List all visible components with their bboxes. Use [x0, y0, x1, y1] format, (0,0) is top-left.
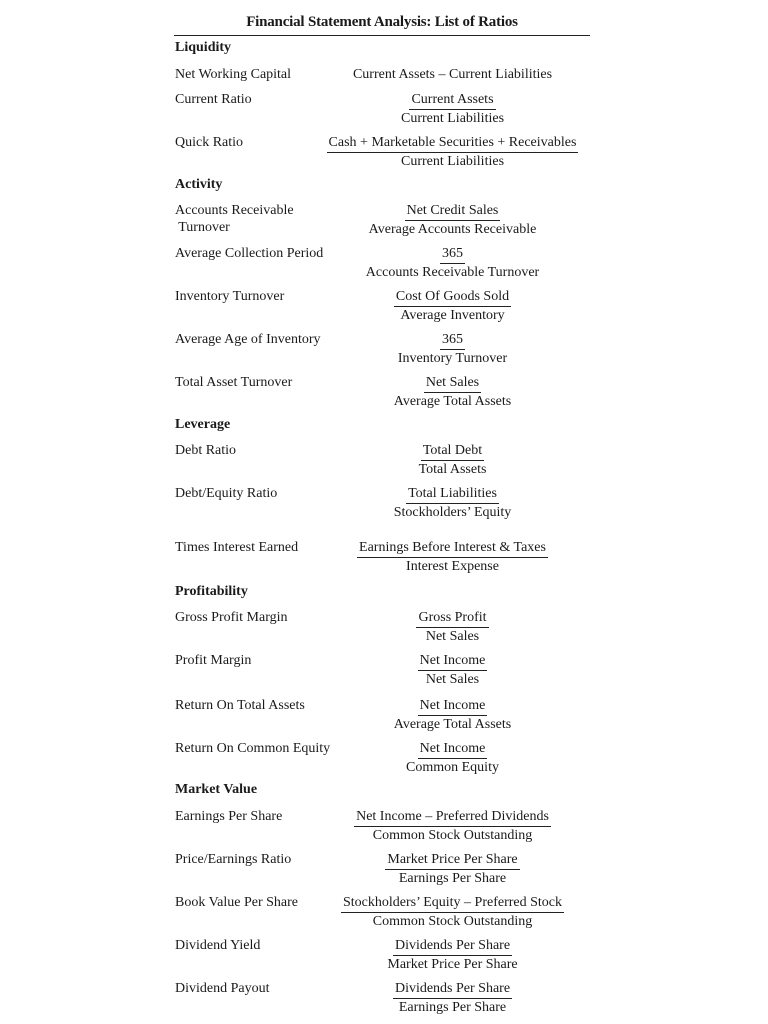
formula-numerator: Net Income [418, 697, 488, 716]
section-heading: Activity [175, 177, 223, 192]
formula-denominator: Current Liabilities [400, 111, 505, 126]
formula-denominator: Common Stock Outstanding [372, 828, 533, 843]
formula-denominator: Average Accounts Receivable [368, 222, 537, 237]
page-title: Financial Statement Analysis: List of Ratios [246, 14, 518, 30]
ratio-formula [300, 740, 605, 776]
formula-denominator: Average Total Assets [393, 717, 512, 732]
ratio-formula [300, 202, 605, 238]
ratio-name: Current Ratio [175, 92, 252, 107]
formula-denominator: Inventory Turnover [397, 351, 508, 366]
ratio-formula [300, 288, 605, 324]
formula-numerator: Net Credit Sales [405, 202, 501, 221]
formula-denominator: Total Assets [418, 462, 487, 477]
formula-denominator: Average Total Assets [393, 394, 512, 409]
ratio-formula [300, 808, 605, 844]
formula-numerator: Total Debt [421, 442, 484, 461]
formula-numerator: Earnings Before Interest & Taxes [357, 539, 548, 558]
formula-numerator: 365 [440, 331, 465, 350]
ratio-formula [300, 91, 605, 127]
ratio-name: Return On Common Equity [175, 741, 331, 756]
formula-denominator: Current Liabilities [400, 154, 505, 169]
ratio-formula [300, 851, 605, 887]
ratio-formula [300, 485, 605, 521]
formula-numerator: Cost Of Goods Sold [394, 288, 511, 307]
formula-numerator: Gross Profit [416, 609, 488, 628]
ratio-name: Quick Ratio [175, 135, 244, 150]
formula-denominator: Stockholders’ Equity [393, 505, 512, 520]
ratio-formula [300, 539, 605, 575]
formula-numerator: Stockholders’ Equity – Preferred Stock [341, 894, 564, 913]
formula-denominator: Net Sales [425, 672, 480, 687]
ratio-name: Return On Total Assets [175, 698, 305, 713]
formula-numerator: Dividends Per Share [393, 980, 512, 999]
formula-denominator: Market Price Per Share [387, 957, 518, 972]
ratio-name: Book Value Per Share [175, 895, 298, 910]
formula-denominator: Earnings Per Share [398, 871, 507, 886]
section-heading: Profitability [175, 584, 248, 599]
formula-denominator: Accounts Receivable Turnover [365, 265, 540, 280]
formula-denominator: Earnings Per Share [398, 1000, 507, 1015]
ratio-formula [300, 894, 605, 930]
ratio-name: Dividend Yield [175, 938, 261, 953]
section-heading: Liquidity [175, 40, 232, 55]
ratio-name: Debt Ratio [175, 443, 237, 458]
title-rule [174, 35, 590, 36]
formula-numerator: Cash + Marketable Securities + Receivables [327, 134, 579, 153]
formula-numerator: Net Sales [424, 374, 481, 393]
ratio-formula [300, 442, 605, 478]
ratio-formula [300, 66, 605, 83]
ratio-name: Price/Earnings Ratio [175, 852, 292, 867]
ratio-name: Average Age of Inventory [175, 332, 321, 347]
ratio-name: Accounts Receivable Turnover [175, 203, 294, 235]
ratio-name: Profit Margin [175, 653, 252, 668]
ratio-formula [300, 374, 605, 410]
ratio-formula [300, 331, 605, 367]
formula-numerator: Net Income [418, 652, 488, 671]
ratio-formula [300, 134, 605, 170]
ratio-formula [300, 609, 605, 645]
ratio-name: Debt/Equity Ratio [175, 486, 278, 501]
formula-denominator: Net Sales [425, 629, 480, 644]
formula-numerator: Net Income – Preferred Dividends [354, 808, 551, 827]
ratio-name: Average Collection Period [175, 246, 324, 261]
formula-denominator: Average Inventory [400, 308, 505, 323]
ratio-formula [300, 245, 605, 281]
ratio-formula [300, 652, 605, 688]
section-heading: Market Value [175, 782, 258, 797]
section-heading: Leverage [175, 417, 231, 432]
ratio-formula [300, 937, 605, 973]
ratio-name: Total Asset Turnover [175, 375, 293, 390]
formula-numerator: Net Income [418, 740, 488, 759]
ratio-name: Inventory Turnover [175, 289, 285, 304]
ratio-formula [300, 697, 605, 733]
formula-numerator: Dividends Per Share [393, 937, 512, 956]
ratio-name: Dividend Payout [175, 981, 270, 996]
ratio-name: Times Interest Earned [175, 540, 299, 555]
formula-numerator: Market Price Per Share [385, 851, 519, 870]
formula-denominator: Common Stock Outstanding [372, 914, 533, 929]
formula-numerator: Current Assets [409, 91, 495, 110]
formula-numerator: 365 [440, 245, 465, 264]
formula-denominator: Common Equity [406, 760, 499, 775]
formula-expression: Current Assets – Current Liabilities [352, 67, 553, 82]
ratio-name: Gross Profit Margin [175, 610, 288, 625]
ratio-formula [300, 980, 605, 1016]
formula-numerator: Total Liabilities [406, 485, 499, 504]
ratio-name: Net Working Capital [175, 67, 292, 82]
ratio-name: Earnings Per Share [175, 809, 283, 824]
formula-denominator: Interest Expense [406, 559, 499, 574]
